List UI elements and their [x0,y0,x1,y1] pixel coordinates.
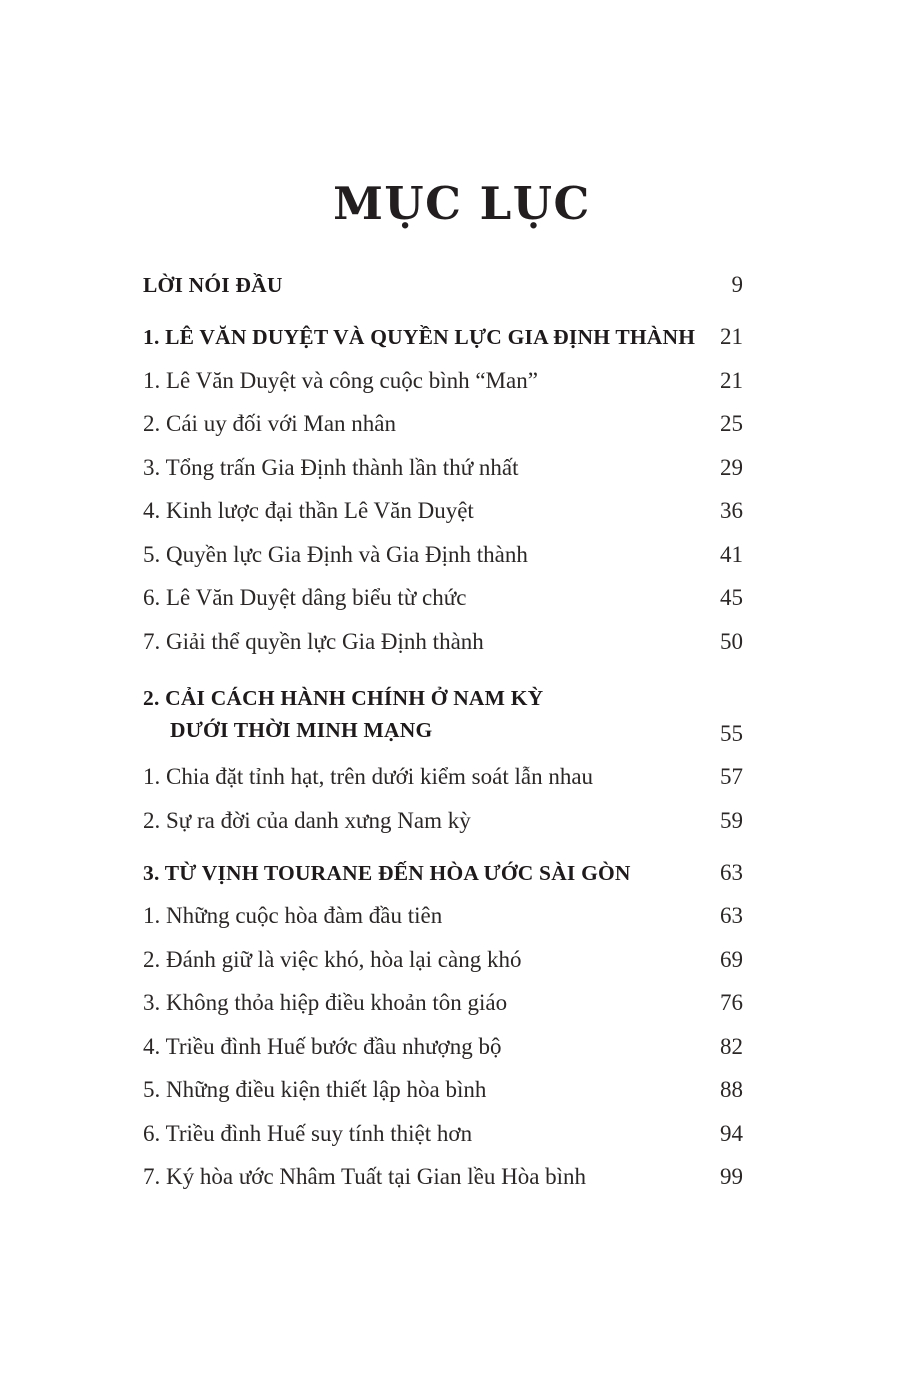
toc-entry-page: 36 [720,498,743,523]
toc-entry-line: 2. Đánh giữ là việc khó, hòa lại càng khó [143,946,522,972]
toc-entry-page: 21 [720,367,743,393]
toc-list [143,273,743,1189]
toc-entry-title [143,273,718,297]
toc-row [143,412,743,436]
toc-entry-page: 63 [720,859,743,885]
toc-entry-line: 4. Triều đình Huế bước đầu nhượng bộ [143,1033,502,1059]
toc-entry-line: 5. Những điều kiện thiết lập hòa bình [143,1077,487,1102]
toc-row [143,1122,743,1146]
toc-entry-title [143,586,706,610]
toc-row [143,499,743,523]
toc-row [143,765,743,789]
toc-entry-page: 25 [720,411,743,436]
toc-entry-line: 1. LÊ VĂN DUYỆT VÀ QUYỀN LỰC GIA ĐỊNH THÀNH [143,325,696,349]
toc-entry-line: 2. CẢI CÁCH HÀNH CHÍNH Ở NAM KỲ [143,685,544,710]
toc-entry-line: 1. Chia đặt tỉnh hạt, trên dưới kiểm soát lẫn nhau [143,764,594,789]
toc-row [143,861,743,885]
toc-entry-line: LỜI NÓI ĐẦU [143,273,283,297]
toc-entry-line: 7. Ký hòa ước Nhâm Tuất tại Gian lều Hòa bình [143,1164,587,1189]
toc-entry-title [143,1122,706,1146]
toc-row [143,325,743,349]
toc-row [143,369,743,393]
toc-entry-page: 82 [720,1033,743,1059]
toc-entry-title [143,412,706,436]
toc-entry-page: 63 [720,903,743,928]
toc-entry-line: 1. Lê Văn Duyệt và công cuộc bình “Man” [143,367,538,393]
toc-entry-line: 3. TỪ VỊNH TOURANE ĐẾN HÒA ƯỚC SÀI GÒN [143,860,631,885]
toc-entry-title [143,765,706,789]
toc-entry-page: 99 [720,1164,743,1189]
toc-entry-page: 55 [720,720,743,746]
toc-entry-page: 88 [720,1077,743,1102]
toc-entry-line: 4. Kinh lược đại thần Lê Văn Duyệt [143,498,474,523]
toc-row [143,948,743,972]
toc-entry-title [143,630,706,654]
toc-entry-line: 1. Những cuộc hòa đàm đầu tiên [143,903,443,928]
toc-entry-page: 59 [720,807,743,833]
toc-entry-line: 2. Sự ra đời của danh xưng Nam kỳ [143,807,471,833]
toc-entry-title [143,1035,706,1059]
toc-entry-title [143,809,706,833]
toc-entry-title [143,456,706,480]
toc-entry-page: 29 [720,454,743,480]
toc-entry-page: 50 [720,628,743,654]
toc-entry-line: 7. Giải thể quyền lực Gia Định thành [143,628,484,654]
toc-entry-line: DƯỚI THỜI MINH MẠNG [170,717,433,742]
toc-entry-title [143,904,706,928]
toc-entry-page: 41 [720,541,743,567]
toc-entry-title [143,682,706,746]
toc-row [143,904,743,928]
toc-entry-title [143,543,706,567]
toc-entry-page: 57 [720,764,743,789]
toc-row [143,543,743,567]
toc-row [143,1035,743,1059]
toc-entry-line: 3. Tổng trấn Gia Định thành lần thứ nhất [143,454,519,480]
toc-row [143,809,743,833]
toc-row [143,273,743,297]
toc-entry-page: 9 [731,272,743,297]
toc-entry-title [143,1078,706,1102]
toc-entry-line: 2. Cái uy đối với Man nhân [143,411,396,436]
toc-entry-line: 6. Lê Văn Duyệt dâng biểu từ chức [143,585,467,610]
toc-row [143,991,743,1015]
toc-entry-title [143,991,706,1015]
toc-row [143,630,743,654]
toc-entry-page: 21 [720,324,743,349]
toc-entry-title [143,948,706,972]
toc-entry-title [143,1165,706,1189]
page-title: MỤC LỤC [333,177,591,230]
toc-entry-title [143,861,706,885]
toc-row [143,1078,743,1102]
toc-entry-page: 69 [720,946,743,972]
toc-row [143,1165,743,1189]
toc-entry-page: 94 [720,1120,743,1146]
toc-row [143,682,743,746]
toc-entry-page: 45 [720,585,743,610]
toc-row [143,456,743,480]
toc-entry-page: 76 [720,990,743,1015]
toc-entry-title [143,499,706,523]
toc-entry-line: 3. Không thỏa hiệp điều khoản tôn giáo [143,990,508,1015]
toc-entry-line: 5. Quyền lực Gia Định và Gia Định thành [143,541,528,567]
toc-entry-line: 6. Triều đình Huế suy tính thiệt hơn [143,1120,473,1146]
toc-entry-title [143,325,706,349]
toc-row [143,586,743,610]
toc-entry-title [143,369,706,393]
